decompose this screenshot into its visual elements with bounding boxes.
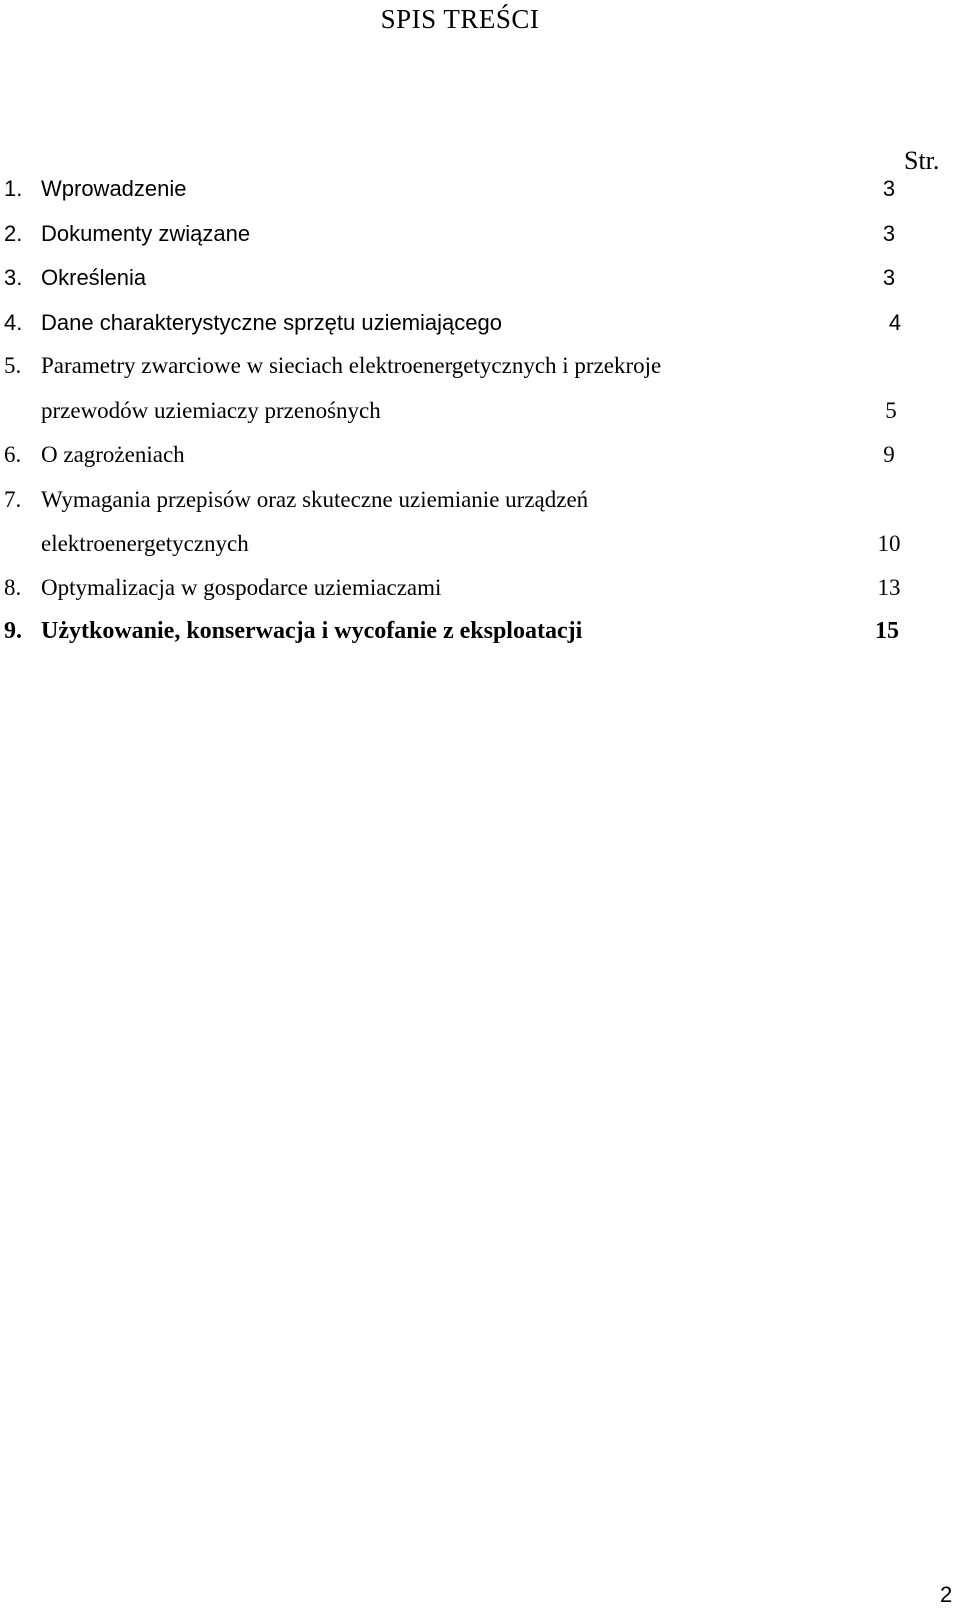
toc-entry-text: Dokumenty związane	[41, 221, 251, 246]
toc-entry-text: Parametry zwarciowe w sieciach elektroenergetycznych i przekroje	[41, 353, 662, 378]
toc-entry-3	[0, 265, 960, 295]
toc-entry-page: 3	[882, 221, 896, 246]
toc-entry-page: 13	[877, 575, 901, 600]
toc-entry-page: 4	[888, 310, 902, 335]
toc-entry-number: 3.	[4, 265, 23, 290]
toc-entry-number: 5.	[4, 353, 22, 378]
toc-entry-8	[0, 575, 960, 605]
toc-entry-page: 5	[885, 398, 897, 423]
toc-entry-page: 3	[882, 265, 896, 290]
page-column-label: Str.	[904, 146, 940, 175]
toc-entry-number: 8.	[4, 575, 22, 600]
toc-entry-text: Określenia	[41, 265, 147, 290]
toc-entry-text: Wymagania przepisów oraz skuteczne uziemianie urządzeń	[41, 487, 589, 512]
toc-entry-4	[0, 310, 960, 340]
toc-entry-text: O zagrożeniach	[41, 442, 185, 467]
toc-entry-text: Użytkowanie, konserwacja i wycofanie z eksploatacji	[41, 618, 583, 644]
toc-entry-number: 6.	[4, 442, 22, 467]
toc-entry-text: Optymalizacja w gospodarce uziemiaczami	[41, 575, 442, 600]
toc-entry-6	[0, 442, 960, 472]
toc-entry-2	[0, 221, 960, 251]
page-title: SPIS TREŚCI	[380, 4, 540, 34]
toc-entry-number: 1.	[4, 176, 23, 201]
toc-entry-9	[0, 618, 960, 648]
toc-entry-text-continuation: elektroenergetycznych	[41, 531, 249, 556]
toc-entry-page: 15	[875, 618, 899, 644]
toc-entry-number: 4.	[4, 310, 23, 335]
toc-entry-5-line-1	[0, 353, 960, 383]
toc-entry-7-line-1	[0, 487, 960, 517]
footer-page-number: 2	[940, 1582, 953, 1607]
toc-entry-number: 9.	[4, 618, 22, 644]
toc-entry-7-line-2	[0, 531, 960, 561]
toc-entry-text-continuation: przewodów uziemiaczy przenośnych	[41, 398, 381, 423]
toc-entry-1	[0, 176, 960, 206]
toc-entry-number: 2.	[4, 221, 23, 246]
toc-entry-page: 10	[877, 531, 901, 556]
toc-entry-5-line-2	[0, 398, 960, 428]
toc-entry-text: Wprowadzenie	[41, 176, 187, 201]
toc-entry-page: 3	[882, 176, 896, 201]
toc-entry-number: 7.	[4, 487, 22, 512]
toc-entry-text: Dane charakterystyczne sprzętu uziemiającego	[41, 310, 503, 335]
toc-entry-page: 9	[883, 442, 895, 467]
